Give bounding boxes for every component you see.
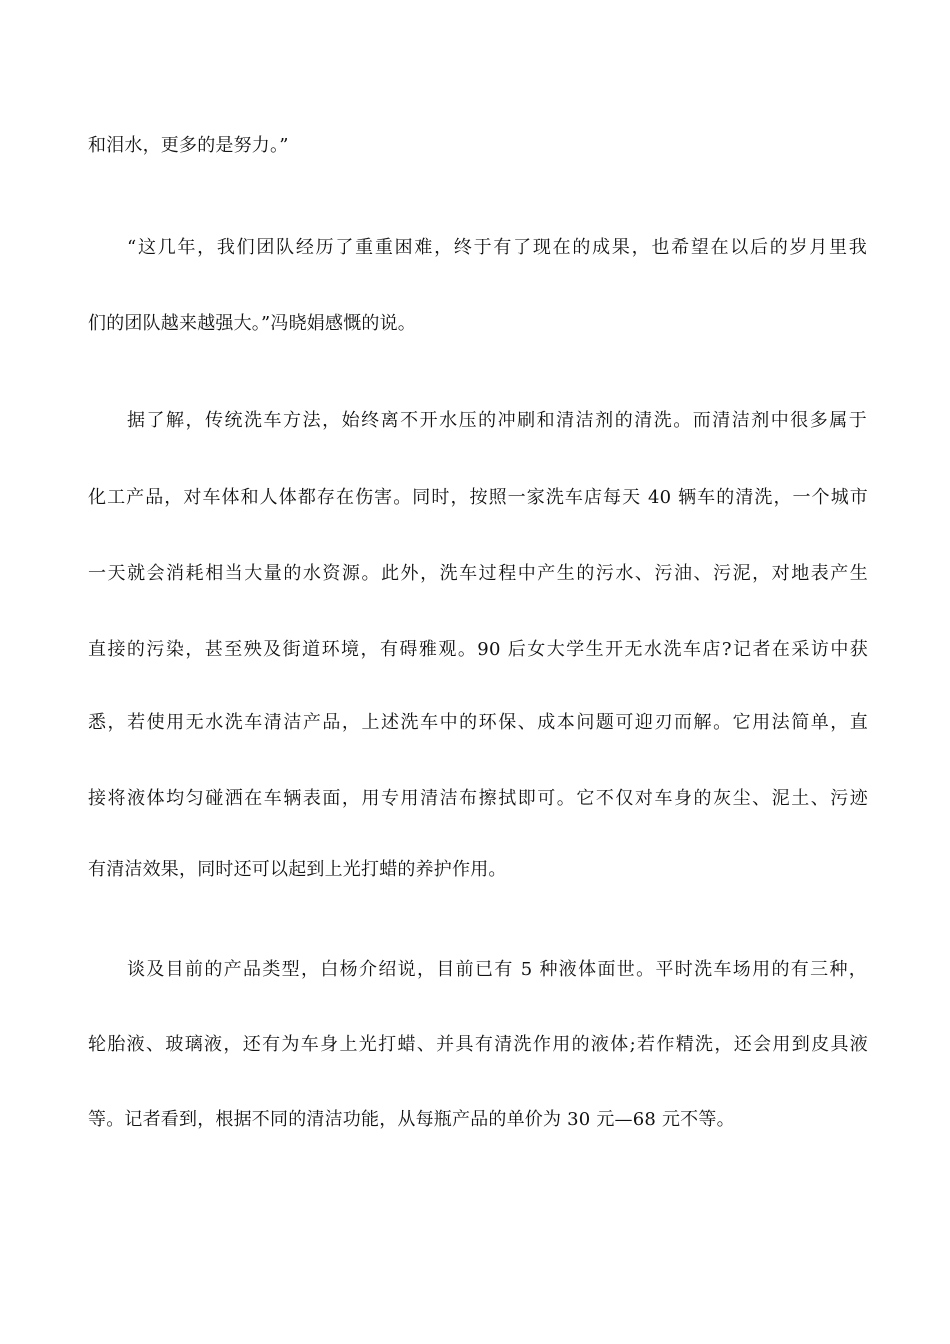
paragraph-3-line-1: 据了解，传统洗车方法，始终离不开水压的冲刷和清洁剂的清洗。而清洁剂中很多属于 xyxy=(127,410,867,431)
paragraph-1-line-1: 和泪水，更多的是努力。” xyxy=(88,135,289,156)
paragraph-2-line-1: “这几年，我们团队经历了重重困难，终于有了现在的成果，也希望在以后的岁月里我 xyxy=(127,237,867,258)
paragraph-3-line-7: 有清洁效果，同时还可以起到上光打蜡的养护作用。 xyxy=(88,859,507,880)
paragraph-4-line-3: 等。记者看到，根据不同的清洁功能，从每瓶产品的单价为 30 元—68 元不等。 xyxy=(88,1109,735,1130)
paragraph-4-line-1: 谈及目前的产品类型，白杨介绍说，目前已有 5 种液体面世。平时洗车场用的有三种， xyxy=(127,959,867,980)
paragraph-3-line-6: 接将液体均匀碰洒在车辆表面，用专用清洁布擦拭即可。它不仅对车身的灰尘、泥土、污迹 xyxy=(88,788,868,809)
paragraph-3-line-3: 一天就会消耗相当大量的水资源。此外，洗车过程中产生的污水、污油、污泥，对地表产生 xyxy=(88,563,868,584)
paragraph-2-line-2: 们的团队越来越强大。”冯晓娟感慨的说。 xyxy=(88,313,417,334)
paragraph-4-line-2: 轮胎液、玻璃液，还有为车身上光打蜡、并具有清洗作用的液体;若作精洗，还会用到皮具液 xyxy=(88,1034,868,1055)
paragraph-3-line-4: 直接的污染，甚至殃及街道环境，有碍雅观。90 后女大学生开无水洗车店?记者在采访中获 xyxy=(88,639,868,660)
paragraph-3-line-5: 悉，若使用无水洗车清洁产品，上述洗车中的环保、成本问题可迎刃而解。它用法简单，直 xyxy=(88,712,868,733)
paragraph-3-line-2: 化工产品，对车体和人体都存在伤害。同时，按照一家洗车店每天 40 辆车的清洗，一个城市 xyxy=(88,487,868,508)
